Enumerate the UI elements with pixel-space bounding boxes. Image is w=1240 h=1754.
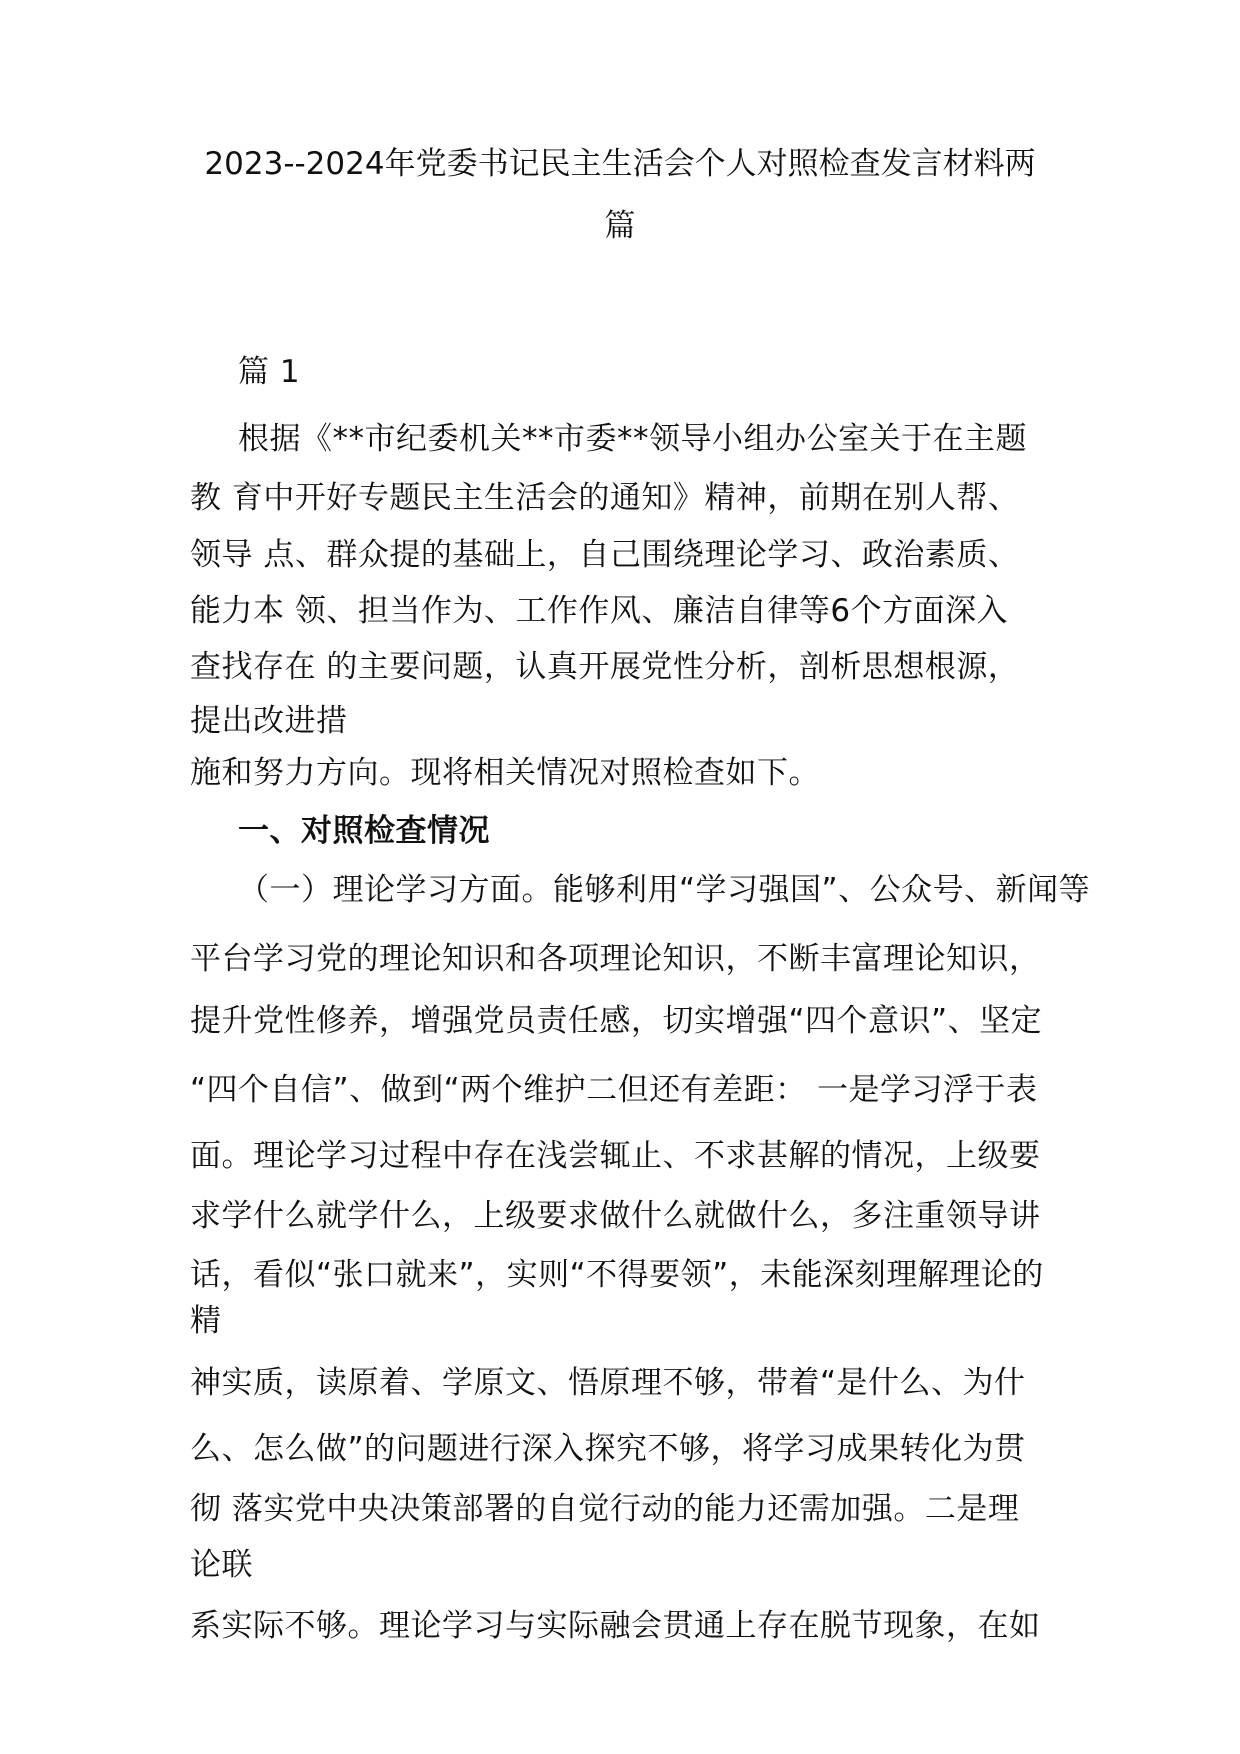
paragraph-line: 能力本 领、担当作为、工作作风、廉洁自律等6个方面深入 bbox=[190, 593, 1009, 629]
paragraph-line: 求学什么就学什么，上级要求做什么就做什么，多注重领导讲 bbox=[190, 1198, 1041, 1234]
document-title-line-1: 2023--2024年党委书记民主生活会个人对照检查发言材料两 bbox=[204, 146, 1036, 182]
paragraph-line: 面。理论学习过程中存在浅尝辄止、不求甚解的情况，上级要 bbox=[190, 1138, 1041, 1174]
paragraph-line: 查找存在 的主要问题，认真开展党性分析，剖析思想根源， bbox=[190, 649, 1020, 685]
document-title-line-2: 篇 bbox=[604, 208, 636, 244]
paragraph-line: 精 bbox=[190, 1303, 222, 1339]
paragraph-line: 平台学习党的理论知识和各项理论知识，不断丰富理论知识， bbox=[190, 941, 1041, 977]
paragraph-line: （一）理论学习方面。能够利用“学习强国”、公众号、新闻等 bbox=[238, 872, 1091, 908]
paragraph-line: “四个自信”、做到“两个维护二但还有差距： 一是学习浮于表 bbox=[190, 1072, 1038, 1108]
section-label: 篇 1 bbox=[238, 354, 301, 390]
paragraph-line: 论联 bbox=[190, 1547, 253, 1583]
paragraph-line: 施和努力方向。现将相关情况对照检查如下。 bbox=[190, 755, 820, 791]
paragraph-line: 彻 落实党中央决策部署的自觉行动的能力还需加强。二是理 bbox=[190, 1491, 1020, 1527]
paragraph-line: 系实际不够。理论学习与实际融会贯通上存在脱节现象，在如 bbox=[190, 1608, 1041, 1644]
paragraph-line: 提出改进措 bbox=[190, 703, 348, 739]
paragraph-line: 么、怎么做”的问题进行深入探究不够，将学习成果转化为贯 bbox=[190, 1431, 1026, 1467]
paragraph-line: 神实质，读原着、学原文、悟原理不够，带着“是什么、为什 bbox=[190, 1365, 1026, 1401]
paragraph-line: 领导 点、群众提的基础上，自己围绕理论学习、政治素质、 bbox=[190, 537, 1020, 573]
paragraph-line: 提升党性修养，增强党员责任感，切实增强“四个意识”、坚定 bbox=[190, 1003, 1043, 1039]
paragraph-line: 话，看似“张口就来”，实则“不得要领”，未能深刻理解理论的 bbox=[190, 1257, 1044, 1293]
section-heading: 一、对照检查情况 bbox=[238, 813, 490, 849]
paragraph-line: 根据《**市纪委机关**市委**领导小组办公室关于在主题 bbox=[238, 421, 1027, 457]
paragraph-line: 教 育中开好专题民主生活会的通知》精神，前期在别人帮、 bbox=[190, 480, 1020, 516]
